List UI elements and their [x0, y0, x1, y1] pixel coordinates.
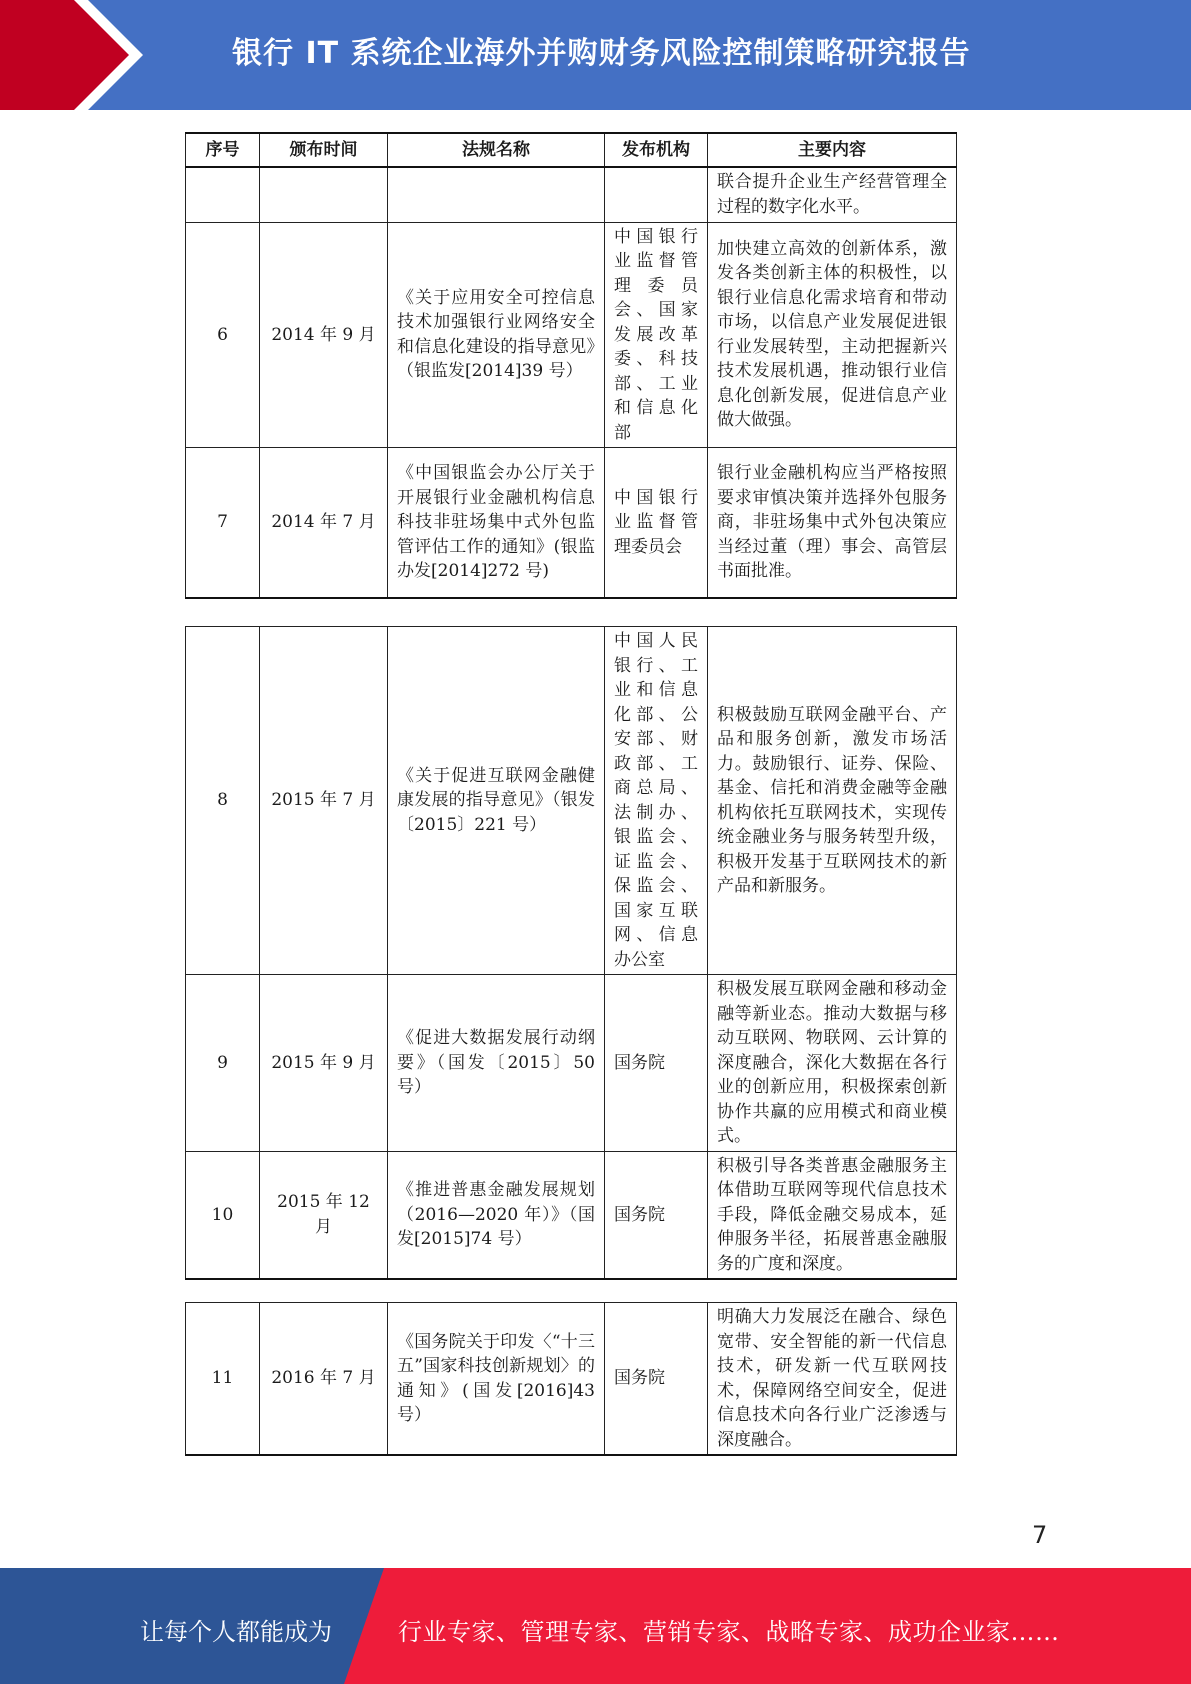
report-title: 银行 IT 系统企业海外并购财务风险控制策略研究报告: [232, 36, 971, 71]
row-name: 《关于应用安全可控信息技术加强银行业网络安全和信息化建设的指导意见》（银监发[2014]39 号）: [388, 222, 605, 448]
table-row: [186, 1303, 957, 1456]
table-row: [186, 975, 957, 1152]
regulations-table-part-1: [185, 132, 957, 599]
row-date: 2015 年 9 月: [260, 975, 388, 1152]
row-date: 2015 年 7 月: [260, 627, 388, 975]
row-number: 8: [186, 627, 260, 975]
row-date: 2015 年 12 月: [260, 1151, 388, 1279]
table-row: [186, 222, 957, 448]
row-issuer: 中国人民银行、工业和信息化部、公安部、财政部、工商总局、法制办、银监会、证监会、保监会、国家互联网、信息办公室: [605, 627, 708, 975]
row-number: 6: [186, 222, 260, 448]
row-content: 积极鼓励互联网金融平台、产品和服务创新，激发市场活力。鼓励银行、证券、保险、基金、信托和消费金融等金融机构依托互联网技术，实现传统金融业务与服务转型升级，积极开发基于互联网技术的新产品和新服务。: [708, 627, 957, 975]
row-name: 《中国银监会办公厅关于开展银行业金融机构信息科技非驻场集中式外包监管评估工作的通知》(银监办发[2014]272 号): [388, 448, 605, 598]
row-number: [186, 167, 260, 222]
page-footer: [0, 1568, 1191, 1684]
row-content: 银行业金融机构应当严格按照要求审慎决策并选择外包服务商，非驻场集中式外包决策应当经过董（理）事会、高管层书面批准。: [708, 448, 957, 598]
row-content: 积极发展互联网金融和移动金融等新业态。推动大数据与移动互联网、物联网、云计算的深度融合，深化大数据在各行业的创新应用，积极探索创新协作共赢的应用模式和商业模式。: [708, 975, 957, 1152]
row-date: 2014 年 7 月: [260, 448, 388, 598]
page-number: 7: [1032, 1521, 1048, 1549]
column-header-name: 法规名称: [388, 133, 605, 167]
column-header-content: 主要内容: [708, 133, 957, 167]
column-header-number: 序号: [186, 133, 260, 167]
row-name: [388, 167, 605, 222]
table-row: [186, 1151, 957, 1279]
row-number: 7: [186, 448, 260, 598]
table-row: [186, 167, 957, 222]
row-issuer: 国务院: [605, 1303, 708, 1456]
row-content: 积极引导各类普惠金融服务主体借助互联网等现代信息技术手段，降低金融交易成本，延伸服务半径，拓展普惠金融服务的广度和深度。: [708, 1151, 957, 1279]
footer-slogan-left: 让每个人都能成为: [140, 1618, 332, 1646]
row-date: [260, 167, 388, 222]
row-content: 明确大力发展泛在融合、绿色宽带、安全智能的新一代信息技术，研发新一代互联网技术，保障网络空间安全，促进信息技术向各行业广泛渗透与深度融合。: [708, 1303, 957, 1456]
row-issuer: 中国银行业监督管理委员会: [605, 448, 708, 598]
page-header: [0, 0, 1191, 110]
row-date: 2016 年 7 月: [260, 1303, 388, 1456]
row-issuer: 国务院: [605, 1151, 708, 1279]
row-date: 2014 年 9 月: [260, 222, 388, 448]
table-header-row: [186, 133, 957, 167]
row-name: 《促进大数据发展行动纲要》（国发〔2015〕50 号）: [388, 975, 605, 1152]
row-issuer: 中国银行业监督管理委员会、国家发展改革委、科技部、工业和信息化部: [605, 222, 708, 448]
table-row: [186, 448, 957, 598]
row-content: 加快建立高效的创新体系，激发各类创新主体的积极性，以银行业信息化需求培育和带动市场，以信息产业发展促进银行业发展转型，主动把握新兴技术发展机遇，推动银行业信息化创新发展，促进信息产业做大做强。: [708, 222, 957, 448]
column-header-issuer: 发布机构: [605, 133, 708, 167]
regulations-table-part-3: [185, 1302, 957, 1456]
row-issuer: [605, 167, 708, 222]
row-issuer: 国务院: [605, 975, 708, 1152]
red-chevron-decoration: [0, 0, 150, 110]
regulations-table-part-2: [185, 626, 957, 1280]
row-number: 10: [186, 1151, 260, 1279]
row-number: 9: [186, 975, 260, 1152]
row-content: 联合提升企业生产经营管理全过程的数字化水平。: [708, 167, 957, 222]
row-number: 11: [186, 1303, 260, 1456]
column-header-date: 颁布时间: [260, 133, 388, 167]
table-row: [186, 627, 957, 975]
row-name: 《国务院关于印发〈“十三五”国家科技创新规划〉的通知》(国发[2016]43 号）: [388, 1303, 605, 1456]
row-name: 《推进普惠金融发展规划（2016—2020 年）》（国发[2015]74 号）: [388, 1151, 605, 1279]
footer-slogan-right: 行业专家、管理专家、营销专家、战略专家、成功企业家……: [398, 1618, 1060, 1646]
row-name: 《关于促进互联网金融健康发展的指导意见》（银发〔2015〕221 号）: [388, 627, 605, 975]
